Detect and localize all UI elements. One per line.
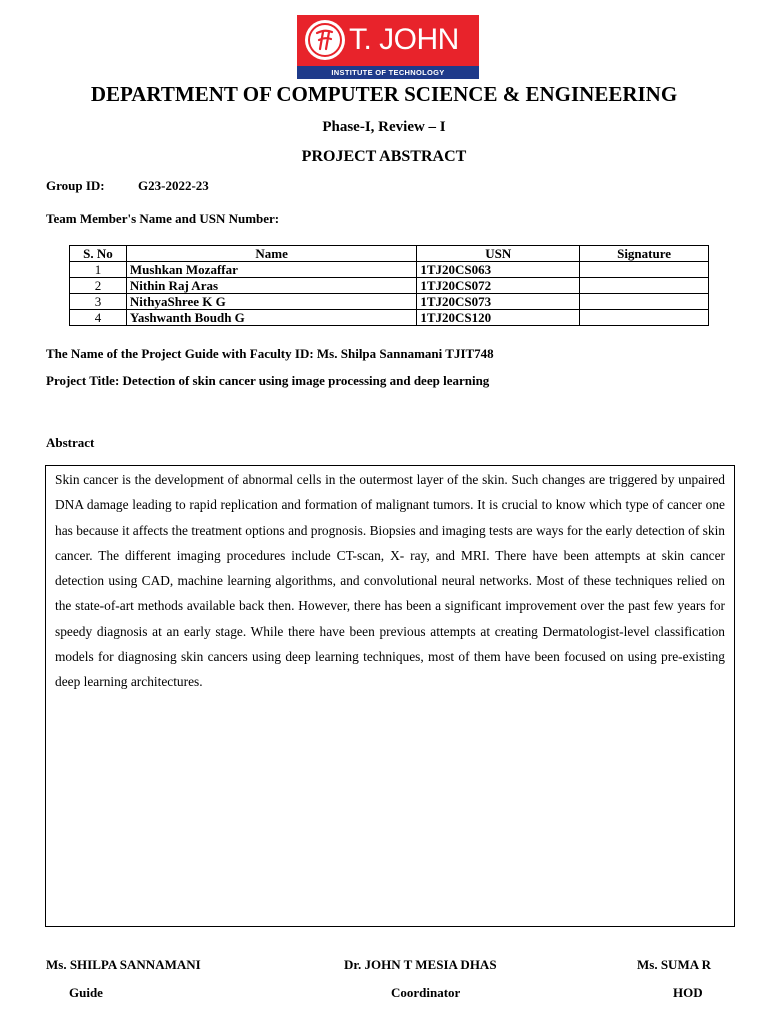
department-title: DEPARTMENT OF COMPUTER SCIENCE & ENGINEERING (90, 82, 678, 106)
usn-cell: 1TJ20CS072 (417, 278, 580, 294)
group-id-label: Group ID: (46, 178, 105, 193)
usn-cell: 1TJ20CS063 (417, 262, 580, 278)
review-phase: Phase-I, Review – I (322, 119, 446, 135)
column-header: USN (417, 246, 580, 262)
signature-cell (580, 262, 709, 278)
abstract-label: Abstract (46, 435, 95, 450)
guide-role: Guide (69, 985, 103, 1000)
column-header: Name (126, 246, 416, 262)
guide-name: Ms. SHILPA SANNAMANI (46, 957, 201, 972)
table-row (70, 310, 709, 326)
usn-cell: 1TJ20CS120 (417, 310, 580, 326)
signature-cell (580, 310, 709, 326)
usn-cell: 1TJ20CS073 (417, 294, 580, 310)
hod-role: HOD (673, 985, 703, 1000)
serial-cell: 3 (70, 294, 127, 310)
name-cell: Nithin Raj Aras (126, 278, 416, 294)
serial-cell: 2 (70, 278, 127, 294)
project-guide-line: The Name of the Project Guide with Faculty ID: Ms. Shilpa Sannamani TJIT748 (46, 346, 494, 361)
project-title-line: Project Title: Detection of skin cancer using image processing and deep learning (46, 373, 490, 388)
table-row (70, 294, 709, 310)
hod-name: Ms. SUMA R (637, 957, 712, 972)
signature-cell (580, 294, 709, 310)
column-header: Signature (580, 246, 709, 262)
serial-cell: 4 (70, 310, 127, 326)
coordinator-role: Coordinator (391, 985, 461, 1000)
team-members-label: Team Member's Name and USN Number: (46, 211, 280, 226)
name-cell: NithyaShree K G (126, 294, 416, 310)
name-cell: Yashwanth Boudh G (126, 310, 416, 326)
group-id-value: G23-2022-23 (138, 178, 209, 193)
abstract-box (45, 465, 735, 927)
name-cell: Mushkan Mozaffar (126, 262, 416, 278)
abstract-text: Skin cancer is the development of abnormal cells in the outermost layer of the skin. Such changes are triggered by unpaired DNA damage leading to rapid replication and formation of malignant tumors. It is crucial to know which type of cancer one has because it affects the treatment options and prognosis. Biopsies and imaging tests are ways for the early detection of skin cancer. The different imaging procedures include CT-scan, X- ray, and MRI. There have been attempts at skin cancer detection using CAD, machine learning algorithms, and convolutional neural networks. Most of these techniques relied on the state-of-art methods available back then. However, there has been a significant improvement over the past few years for speedy diagnosis at an early stage. While there have been previous attempts at creating Dermatologist-level classification models for diagnosing skin cancers using deep learning techniques, most of them have been focused on using pre-existing deep learning architectures. (55, 472, 725, 690)
members-table (69, 245, 709, 326)
institute-logo (297, 15, 479, 79)
logo-name: T. JOHN (349, 23, 459, 56)
table-header-row (70, 246, 709, 262)
group-id-row (46, 176, 209, 196)
signature-cell (580, 278, 709, 294)
table-row (70, 278, 709, 294)
institute-emblem-icon (305, 20, 345, 60)
document-title: PROJECT ABSTRACT (301, 148, 467, 165)
table-row (70, 262, 709, 278)
serial-cell: 1 (70, 262, 127, 278)
logo-strip: INSTITUTE OF TECHNOLOGY (297, 66, 479, 79)
coordinator-name: Dr. JOHN T MESIA DHAS (344, 957, 497, 972)
column-header: S. No (70, 246, 127, 262)
